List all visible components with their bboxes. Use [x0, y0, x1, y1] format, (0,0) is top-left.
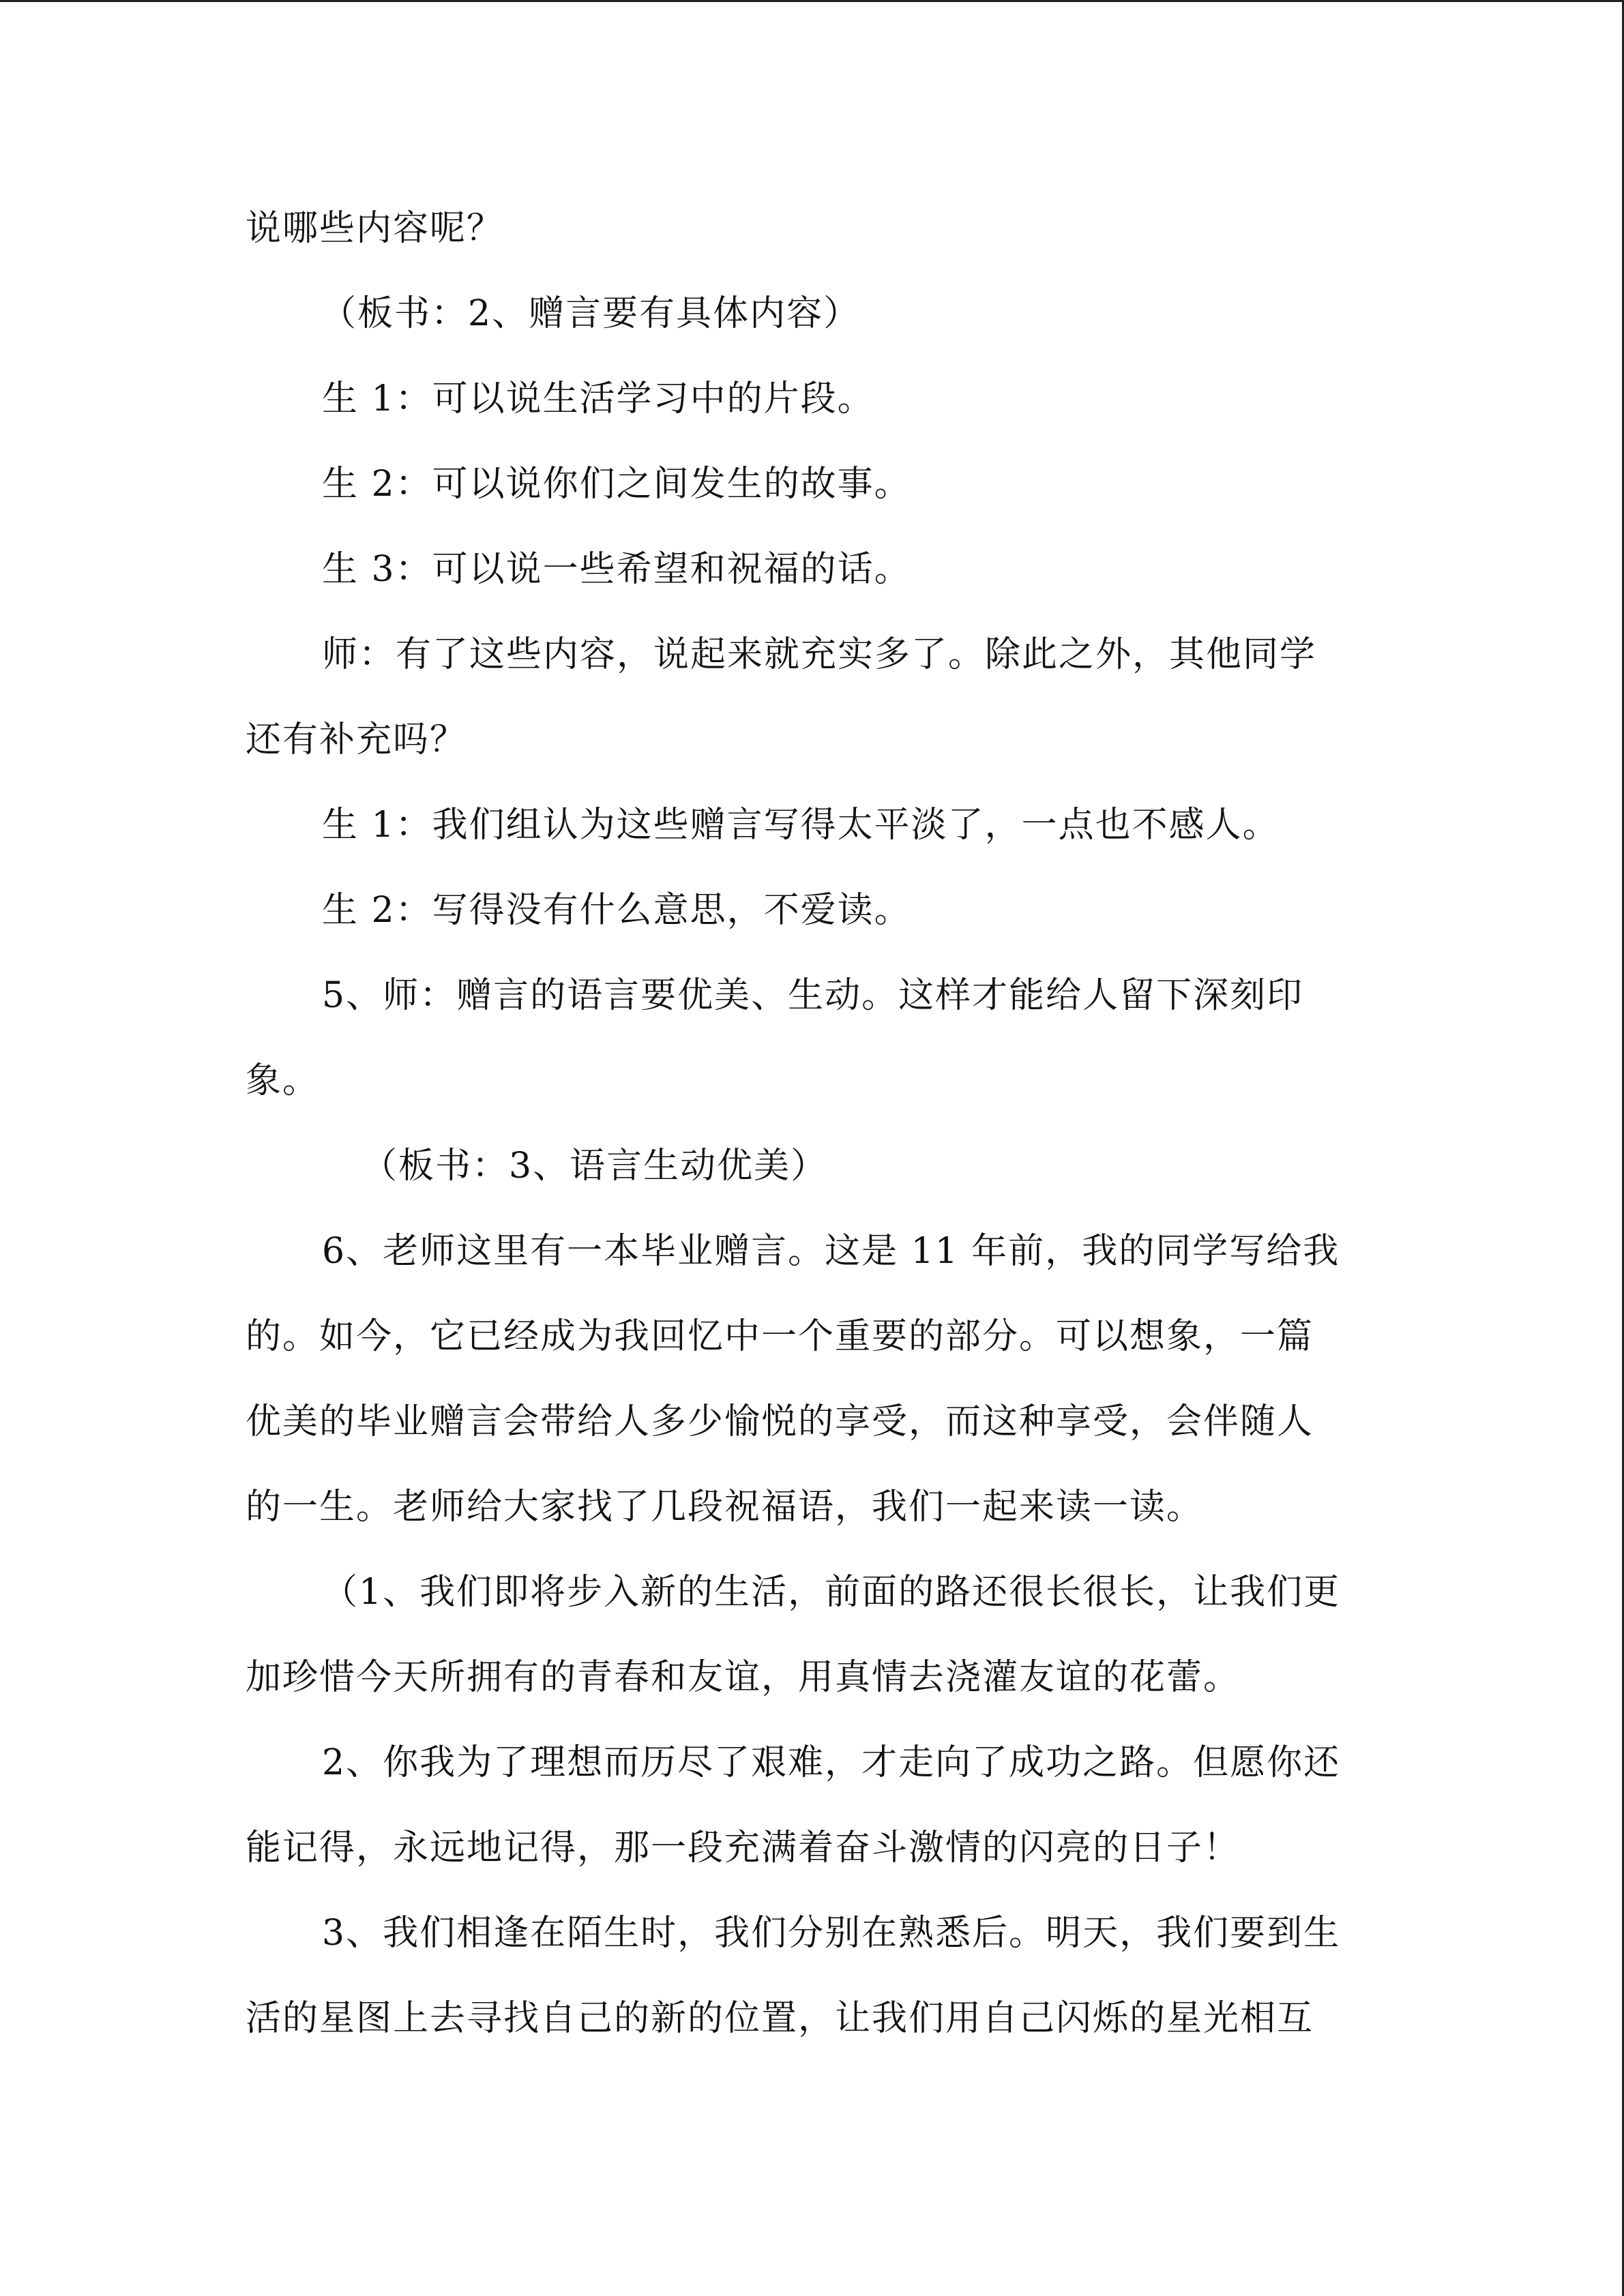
text-line: 能记得，永远地记得，那一段充满着奋斗激情的闪亮的日子！ [246, 1828, 1241, 1868]
text-line: 的一生。老师给大家找了几段祝福语，我们一起来读一读。 [246, 1487, 1204, 1527]
text-line: 说哪些内容呢？ [246, 208, 504, 249]
text-line: 生 2：可以说你们之间发生的故事。 [322, 464, 911, 505]
text-line: 还有补充吗？ [246, 719, 467, 760]
text-line: 加珍惜今天所拥有的青春和友谊，用真情去浇灌友谊的花蕾。 [246, 1657, 1241, 1698]
text-line: 生 1：我们组认为这些赠言写得太平淡了，一点也不感人。 [322, 805, 1280, 846]
text-line: 师：有了这些内容，说起来就充实多了。除此之外，其他同学 [322, 634, 1317, 675]
text-line: 象。 [246, 1060, 320, 1101]
text-line: 活的星图上去寻找自己的新的位置，让我们用自己闪烁的星光相互 [246, 1998, 1314, 2039]
text-line: 的。如今，它已经成为我回忆中一个重要的部分。可以想象，一篇 [246, 1316, 1314, 1357]
text-line: （1、我们即将步入新的生活，前面的路还很长很长，让我们更 [322, 1572, 1341, 1613]
text-line: 3、我们相逢在陌生时，我们分别在熟悉后。明天，我们要到生 [322, 1913, 1341, 1954]
page-border-top [0, 0, 1624, 2]
blackboard-note: （板书：2、赠言要有具体内容） [321, 293, 861, 334]
text-line: 生 3：可以说一些希望和祝福的话。 [322, 549, 911, 590]
text-line: 2、你我为了理想而历尽了艰难，才走向了成功之路。但愿你还 [322, 1742, 1341, 1783]
text-line: 生 1：可以说生活学习中的片段。 [322, 378, 874, 419]
text-line: 6、老师这里有一本毕业赠言。这是 11 年前，我的同学写给我 [322, 1231, 1340, 1272]
blackboard-note: （板书：3、语言生动优美） [361, 1146, 828, 1187]
text-line: 优美的毕业赠言会带给人多少愉悦的享受，而这种享受，会伴随人 [246, 1401, 1314, 1442]
text-line: 5、师：赠言的语言要优美、生动。这样才能给人留下深刻印 [322, 975, 1304, 1016]
text-line: 生 2：写得没有什么意思，不爱读。 [322, 890, 911, 931]
